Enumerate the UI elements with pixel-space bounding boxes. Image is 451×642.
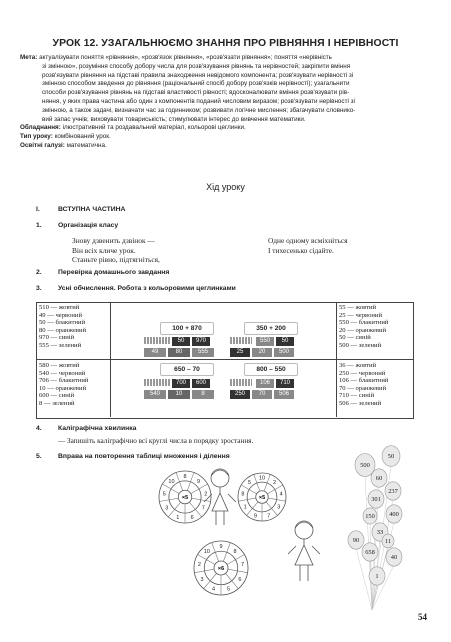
multiplication-wheel	[159, 471, 211, 523]
poem-line: Одне одному всміхніться	[268, 236, 348, 245]
wheel-operator: ×6	[217, 566, 225, 572]
section-number: I.	[36, 206, 40, 213]
goal-line: зі змінною», розуміння способу добору числа для розв'язування рівнянь та нерівностей; закріпити вміння	[42, 62, 351, 70]
wheel-number: 10	[258, 475, 266, 482]
brick-value: 10	[168, 390, 190, 399]
brick-value: 500	[274, 348, 294, 357]
balloon-number: 60	[375, 475, 383, 482]
wheel-number: 3	[277, 504, 281, 511]
brick-value: 25	[230, 348, 250, 357]
wheel-number: 5	[162, 491, 166, 498]
wheel-number: 10	[168, 478, 175, 485]
wheel-number: 8	[183, 473, 187, 480]
equipment-value: ілюстративний та роздавальний матеріал, кольорові цеглинки.	[62, 124, 246, 132]
color-key-item: 106 — блакитний	[339, 377, 389, 385]
color-key-item: 20 — оранжевий	[339, 326, 387, 334]
type-label: Тип уроку:	[20, 133, 53, 141]
goal-label: Мета:	[20, 54, 38, 61]
balloon-number: 1	[375, 573, 379, 580]
wheel-number: 2	[272, 480, 277, 487]
wheel-number: 6	[238, 576, 242, 583]
section-label: Усні обчислення. Робота з кольоровими цеглинками	[58, 285, 236, 292]
lesson-title: УРОК 12. УЗАГАЛЬНЮЄМО ЗНАННЯ ПРО РІВНЯННЯ І НЕРІВНОСТІ	[52, 38, 399, 49]
poem-line: Станьте рівно, підтягніться,	[72, 255, 160, 265]
brick-value: 20	[252, 348, 272, 357]
balloon-number: 150	[365, 513, 375, 520]
section-label: Перевірка домашнього завдання	[58, 269, 170, 276]
brick-equation: 650 – 70	[160, 363, 214, 376]
balloon-number: 11	[384, 538, 392, 545]
wheel-operator: ×5	[181, 495, 189, 501]
brick-value: 540	[144, 390, 166, 399]
field-value: математична.	[66, 141, 107, 149]
color-key-item: 50 — блакитний	[39, 319, 86, 327]
balloon-number: 40	[390, 554, 398, 561]
page-number: 54	[418, 612, 427, 622]
wheel-number: 9	[253, 513, 257, 520]
brick-value: 700	[172, 379, 190, 388]
goal-line: змінною способом зведення до рівняння (раціональний спосіб добору розв'язків нерівності); узагальнити	[42, 80, 350, 88]
color-key-item: 580 — жовтий	[39, 362, 80, 369]
section-number: 4.	[36, 425, 42, 432]
brick-value: 8	[192, 390, 214, 399]
wheel-number: 9	[219, 544, 223, 551]
balloon-number: ЗЗ	[376, 529, 384, 536]
color-key-item: 10 — оранжевий	[39, 384, 87, 392]
balloon-number: 50	[387, 453, 395, 460]
wheel-number: 5	[247, 480, 252, 487]
goal-line: няння, у яких права частина або один з компонентів поданий числовим виразом; розв'язувати нерівності зі	[42, 97, 355, 105]
brick-equation: 800 – 550	[244, 363, 298, 376]
section-number: 3.	[36, 285, 42, 292]
color-key-item: 555 — зелений	[39, 341, 82, 349]
wheel-number: 6	[190, 514, 194, 521]
type-value: комбінований урок.	[54, 133, 111, 141]
color-key-item: 506 — зелений	[339, 399, 382, 407]
calligraphy-instruction: — Запишіть каліграфічно всі круглі числа в порядку зростання.	[58, 437, 254, 445]
balloon-number: 500	[360, 462, 370, 469]
wheel-number: 1	[176, 514, 180, 521]
wheel-number: 5	[226, 586, 231, 593]
color-key-item: 970 — синій	[39, 334, 75, 342]
brick-value: 506	[274, 390, 294, 399]
balloon-number: 658	[365, 549, 375, 556]
brick-equation: 100 + 870	[160, 322, 214, 335]
section-number: 2.	[36, 269, 42, 276]
multiplication-wheel	[194, 541, 248, 595]
balloon-number: 237	[388, 488, 398, 495]
wheel-number: 7	[267, 513, 271, 520]
wheel-number: 4	[211, 586, 216, 593]
wheel-operator: ×5	[258, 495, 266, 501]
color-key-item: 8 — зелений	[39, 399, 75, 407]
brick-value: 555	[192, 348, 214, 357]
wheel-number: 3	[165, 505, 169, 512]
color-key-item: 80 — оранжевий	[39, 326, 87, 334]
field-label: Освітні галузі:	[20, 141, 65, 149]
color-key-item: 55 — жовтий	[339, 304, 377, 311]
brick-value: 550	[256, 337, 274, 346]
color-key-item: 50 — синій	[339, 334, 371, 342]
girl-illustration	[201, 469, 236, 525]
wheel-number: 7	[201, 505, 205, 512]
goal-line: актуалізувати поняття «рівняння», «розв'язок рівняння», «розв'язати рівняння»; поняття «нерівність	[39, 54, 332, 61]
color-key-item: 36 — жовтий	[339, 362, 377, 369]
color-key-item: 25 — червоний	[339, 311, 382, 319]
color-key-item: 250 — червоний	[339, 369, 386, 377]
color-key-item: 70 — оранжевий	[339, 384, 387, 392]
wheel-number: 2	[204, 491, 208, 498]
balloon-number: 301	[371, 496, 381, 503]
poem-line: Знову дзвенить дзвінок —	[72, 236, 155, 245]
section-number: 1.	[36, 222, 42, 229]
goal-line: способи розв'язування рівнянь на підставі властивості рівності; вдосконалювати вміння розв'язувати рів-	[42, 89, 350, 97]
wheel-number: 7	[241, 562, 245, 569]
goal-line: вий запас учнів; виховувати товариськість; стимулювати інтерес до вивчення математики.	[42, 115, 306, 123]
brick-value: 106	[256, 379, 274, 388]
wheel-number: 3	[200, 576, 204, 583]
multiplication-wheels	[159, 471, 286, 595]
poem-line: І тихесенько сідайте.	[268, 245, 334, 255]
girl-illustration	[288, 521, 320, 581]
goal-line: змінною, а також задачі, визначати час за годинником; розвивати логічне мислення; збагачувати словнико-	[42, 106, 356, 114]
brick-value: 970	[192, 337, 210, 346]
color-key-item: 600 — синій	[39, 392, 75, 400]
section-label: ВСТУПНА ЧАСТИНА	[58, 206, 126, 213]
multiplication-wheel	[238, 473, 286, 521]
brick-value: 49	[144, 348, 166, 357]
section-label: Організація класу	[58, 222, 119, 229]
balloon-cluster	[348, 446, 402, 610]
balloon-number: 90	[352, 537, 360, 544]
equipment-label: Обладнання:	[20, 124, 61, 132]
brick-value: 250	[230, 390, 250, 399]
color-key-item: 540 — червоний	[39, 369, 86, 377]
brick-value: 70	[252, 390, 272, 399]
brick-value: 600	[192, 379, 210, 388]
wheel-number: 9	[197, 478, 201, 485]
brick-equation: 350 + 200	[244, 322, 298, 335]
wheel-number: 10	[203, 549, 211, 556]
goal-line: розв'язувати рівняння на підставі правила знаходження невідомого компонента; розв'язувати нерівності зі	[42, 71, 354, 79]
color-key-item: 510 — жовтий	[39, 304, 80, 311]
color-key-item: 706 — блакитний	[39, 377, 89, 385]
brick-value: 50	[276, 337, 294, 346]
color-key-item: 710 — синій	[339, 392, 375, 400]
wheel-number: 4	[279, 491, 283, 498]
wheel-number: 8	[241, 491, 245, 498]
brick-value: 710	[276, 379, 294, 388]
balloon-number: 400	[389, 511, 399, 518]
wheel-number: 8	[233, 549, 237, 556]
section-label: Каліграфічна хвилинка	[58, 425, 137, 432]
section-label: Вправа на повторення таблиці множення і ділення	[58, 453, 230, 460]
color-key-item: 500 — зелений	[339, 341, 382, 349]
wheel-number: 2	[197, 562, 201, 569]
brick-value: 50	[172, 337, 190, 346]
color-key-item: 49 — червоний	[39, 311, 82, 319]
poem-line: Він всіх кличе урок.	[72, 245, 136, 255]
brick-value: 80	[168, 348, 190, 357]
section-number: 5.	[36, 453, 42, 460]
wheel-number: 1	[243, 504, 247, 511]
color-key-item: 550 — блакитний	[339, 319, 389, 327]
lesson-progress-heading: Хід уроку	[206, 182, 245, 192]
